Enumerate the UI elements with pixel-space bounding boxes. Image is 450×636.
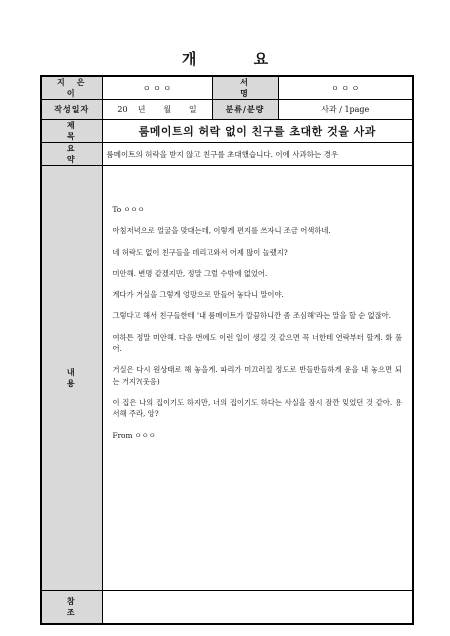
signature-value[interactable]: ㅇ ㅇ ㅇ (278, 76, 413, 100)
letter-paragraph: 이 집은 나의 집이기도 하지만, 너의 집이기도 하다는 사실을 잠시 잠깐 잊었던 것 같아. 용서해 주라, 앙? (112, 397, 402, 419)
author-value[interactable]: ㅇ ㅇ ㅇ (102, 76, 212, 100)
author-label: 지은이 (41, 76, 102, 100)
letter-paragraph: 여하튼 정말 미안해. 다음 번에도 이런 일이 생길 것 같으면 꼭 너한테 연락부터 할게. 화 풀어. (112, 332, 402, 354)
reference-row (41, 591, 413, 625)
letter-paragraph: 그렇다고 해서 친구들한테 '내 룸메이트가 깔끔하니깐 좀 조심해'라는 말을 할 순 없잖아. (112, 311, 392, 321)
reference-label: 참 조 (41, 591, 102, 625)
document-title: 개 요 (181, 50, 295, 68)
letter-closing: From ㅇㅇㅇ (112, 430, 156, 440)
date-year-unit: 년 (137, 105, 146, 114)
letter-greeting: To ㅇㅇㅇ (112, 205, 145, 214)
content-label: 내 용 (41, 166, 102, 591)
category-label: 분류/분량 (212, 100, 278, 120)
summary-row (41, 143, 413, 166)
summary-label: 요 약 (41, 143, 102, 166)
letter-paragraph: 아침저녁으로 얼굴을 맞대는데, 이렇게 편지를 쓰자니 조금 어색하네. (112, 226, 331, 236)
date-day-unit: 일 (188, 105, 197, 114)
category-value[interactable]: 사과 / 1page (278, 100, 413, 120)
date-month-unit: 월 (163, 105, 172, 114)
signature-label: 서 명 (212, 76, 278, 100)
summary-value[interactable]: 룸메이트의 허락을 받지 않고 친구를 초대했습니다. 이에 사과하는 경우 (102, 143, 413, 166)
date-row (41, 100, 413, 120)
subject-value[interactable]: 룸메이트의 허락 없이 친구를 초대한 것을 사과 (102, 120, 413, 143)
letter-paragraph: 미안해. 변명 같겠지만, 정말 그럴 수밖에 없었어. (112, 268, 268, 278)
outline-form (40, 75, 414, 625)
reference-value[interactable] (102, 591, 413, 625)
date-value[interactable] (102, 100, 212, 120)
content-row (41, 166, 413, 591)
date-label: 작성일자 (41, 100, 102, 120)
letter-paragraph: 네 허락도 없이 친구들을 데리고와서 어제 많이 놀랬지? (112, 247, 288, 257)
letter-paragraph: 게다가 거실을 그렇게 엉망으로 만들어 놓다니 말이야. (112, 290, 284, 300)
date-year: 20 (117, 105, 128, 114)
subject-label: 제 목 (41, 120, 102, 143)
content-body[interactable] (102, 166, 413, 591)
letter-paragraph: 거실은 다시 원상태로 해 놓을게. 파리가 미끄러질 정도로 반들반들하게 윤을 내 놓으면 되는 거지?(웃음) (112, 365, 402, 386)
author-row (41, 76, 413, 100)
subject-row (41, 120, 413, 143)
